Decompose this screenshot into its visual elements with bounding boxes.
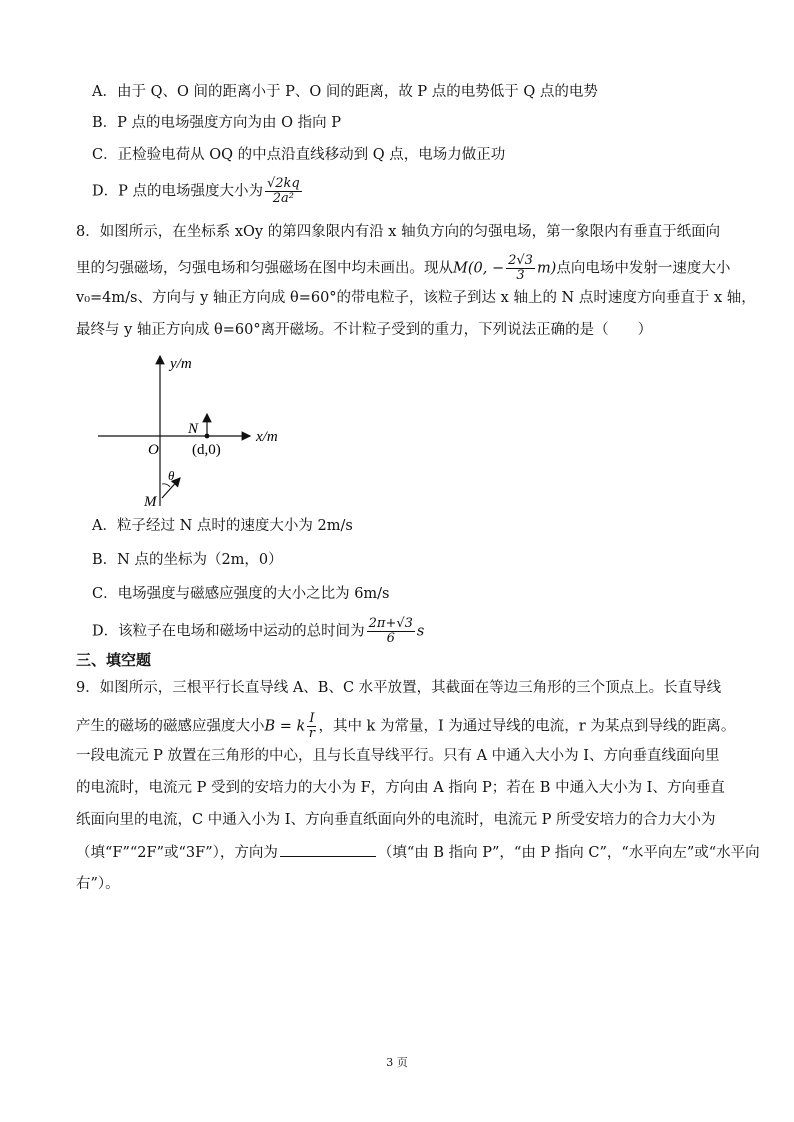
q8-stem-text: 里的匀强磁场，匀强电场和匀强磁场在图中均未画出。现从: [76, 260, 453, 277]
q9-stem-line-7: 右”）。: [76, 876, 120, 892]
q9-stem-text: 产生的磁场的磁感应强度大小: [76, 718, 265, 735]
q9-formula-fraction: [307, 712, 316, 741]
q9-stem-text: （填“F”“2F”或“3F”），方向为: [76, 845, 278, 861]
q8-option-d-fraction: [367, 617, 415, 646]
q9-stem-line-4: 的电流时，电流元 P 受到的安培力的大小为 F，方向由 A 指向 P；若在 B 中通入大小为 I、方向垂直: [76, 780, 725, 796]
fraction-numerator: 2√3: [508, 253, 533, 268]
q9-stem-line-1: 9．如图所示，三根平行长直导线 A、B、C 水平放置，其截面在等边三角形的三个顶点上。长直导线: [76, 680, 722, 696]
section-heading-fill-in: 三、填空题: [76, 651, 152, 669]
m-point-label: M: [144, 494, 157, 510]
q9-stem-line-5: 纸面向里的电流，C 中通入小为 I、方向垂直纸面向外的电流时，电流元 P 所受安培力的合力大小为: [76, 812, 716, 828]
q9-stem-text-2: （填“由 B 指向 P”，“由 P 指向 C”，“水平向左”或“水平向: [377, 845, 760, 861]
q8-option-b: B．N 点的坐标为（2m，0）: [92, 552, 283, 568]
q7-option-d-text: D．P 点的电场强度大小为: [92, 183, 263, 200]
q8-option-d-unit: s: [416, 623, 425, 640]
y-axis-label: y/m: [170, 356, 192, 372]
theta-arc: [162, 484, 170, 487]
fraction-numerator: I: [309, 711, 315, 726]
n-coordinate-label: (d,0): [192, 442, 221, 458]
q9-stem-line-2: [76, 712, 735, 741]
q7-option-c: C．正检验电荷从 OQ 的中点沿直线移动到 Q 点，电场力做正功: [92, 147, 506, 163]
q7-option-d: [92, 177, 304, 206]
fraction-denominator: r: [308, 726, 315, 741]
n-point-label: N: [188, 421, 199, 437]
q8-m-unit: m): [536, 260, 557, 277]
fraction-denominator: 6: [386, 631, 395, 646]
q8-stem-text-2: 点向电场中发射一速度大小: [556, 260, 731, 277]
q7-option-d-fraction: [265, 177, 302, 206]
fraction-denominator: 3: [516, 268, 525, 283]
q8-option-d: [92, 617, 424, 646]
q8-m-fraction: [506, 254, 535, 283]
answer-blank[interactable]: [280, 842, 376, 857]
fraction-numerator: 2π+√3: [368, 616, 413, 631]
q8-option-c: C．电场强度与磁感应强度的大小之比为 6m/s: [92, 586, 390, 602]
q7-option-a: A．由于 Q、O 间的距离小于 P、O 间的距离，故 P 点的电势低于 Q 点的电势: [92, 84, 598, 100]
x-axis-label: x/m: [256, 429, 278, 445]
fraction-denominator: 2a²: [272, 191, 294, 206]
q8-stem-line-3: v₀=4m/s、方向与 y 轴正方向成 θ=60°的带电粒子，该粒子到达 x 轴上的 N 点时速度方向垂直于 x 轴，: [76, 290, 756, 306]
fraction-numerator: √2kq: [267, 176, 300, 191]
q8-stem-line-2: [76, 254, 730, 283]
page-number: 3 页: [386, 1056, 408, 1069]
q8-option-d-text: D．该粒子在电场和磁场中运动的总时间为: [92, 623, 365, 640]
q9-stem-text-2: ，其中 k 为常量，I 为通过导线的电流，r 为某点到导线的距离。: [318, 718, 736, 735]
q9-formula: B = k: [264, 718, 306, 735]
q8-stem-line-4: 最终与 y 轴正方向成 θ=60°离开磁场。不计粒子受到的重力，下列说法正确的是（ ）: [76, 322, 653, 338]
q9-stem-line-6: [76, 842, 760, 863]
q8-stem-line-1: 8．如图所示，在坐标系 xOy 的第四象限内有沿 x 轴负方向的匀强电场，第一象限内有垂直于纸面向: [76, 224, 721, 240]
q9-stem-line-3: 一段电流元 P 放置在三角形的中心，且与长直导线平行。只有 A 中通入大小为 I、方向垂直线面向里: [76, 748, 720, 764]
q8-m-point: M(0, −: [453, 260, 505, 277]
origin-label: O: [148, 442, 159, 458]
theta-label: θ: [168, 468, 175, 483]
q7-option-b: B．P 点的电场强度方向为由 O 指向 P: [92, 115, 341, 131]
q8-coordinate-figure: [92, 350, 302, 510]
q8-option-a: A．粒子经过 N 点时的速度大小为 2m/s: [92, 518, 353, 534]
